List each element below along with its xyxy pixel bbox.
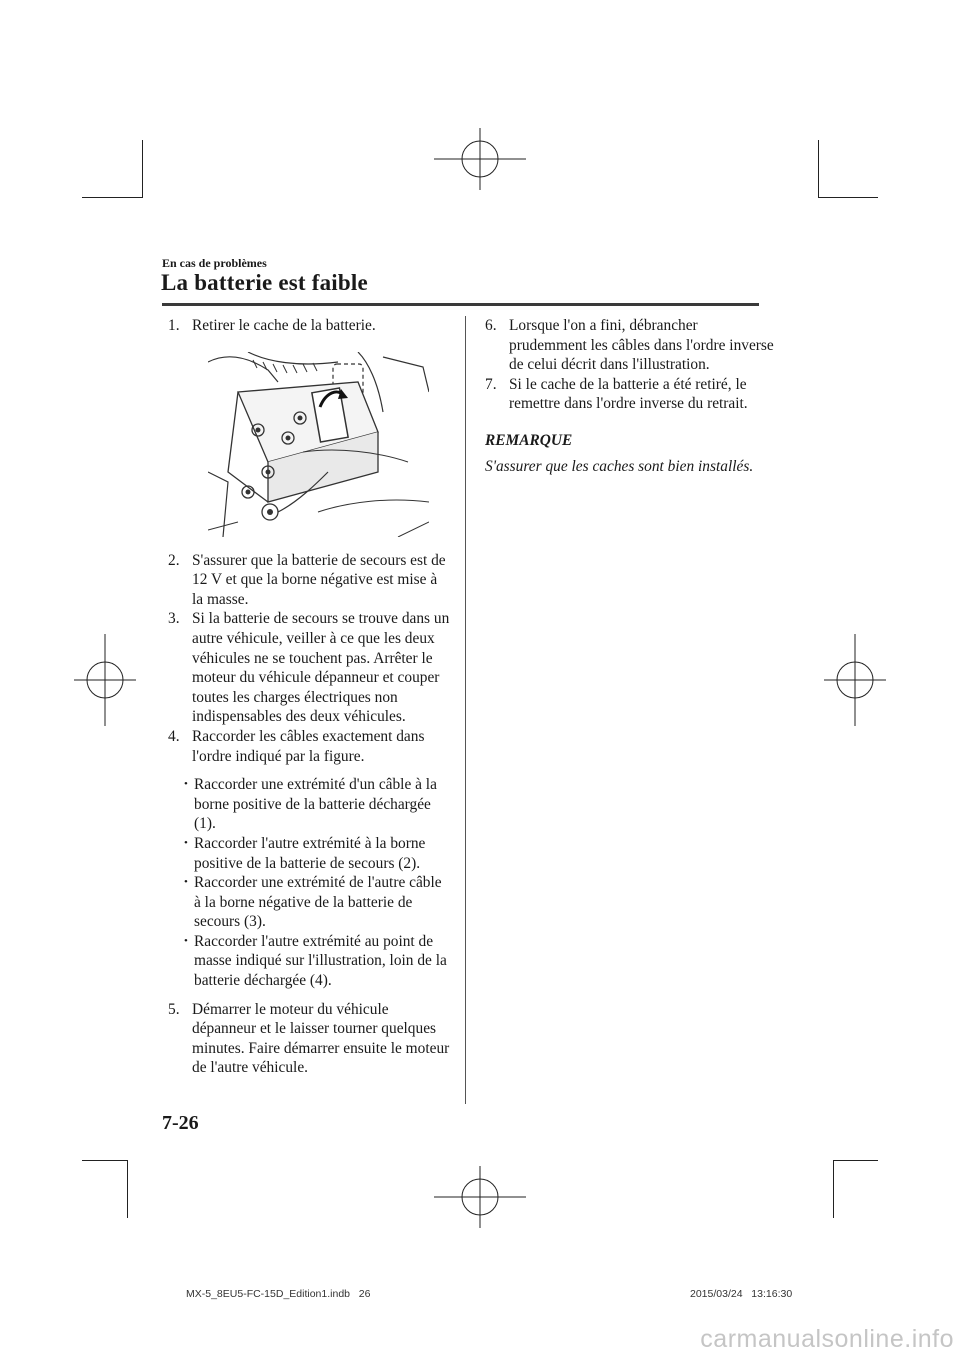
section-label: En cas de problèmes: [162, 256, 267, 270]
title-rule: [162, 303, 759, 306]
registration-mark-left-icon: [74, 634, 136, 726]
step-number: 4.: [168, 727, 180, 745]
step-6: [485, 316, 775, 375]
column-divider: [465, 316, 466, 1104]
step-text: Démarrer le moteur du véhicule dépanneur et le laisser tourner quelques minutes. Faire démarrer ensuite le moteur de l'autre véhicule.: [192, 1000, 450, 1077]
step-number: 3.: [168, 610, 180, 628]
note-text: S'assurer que les caches sont bien installés.: [485, 457, 754, 475]
step-number: 7.: [485, 375, 497, 393]
list-item: • Raccorder l'autre extrémité à la borne positive de la batterie de secours (2).: [184, 834, 452, 873]
step-3: [168, 609, 452, 727]
step-text: Raccorder les câbles exactement dans l'ordre indiqué par la figure.: [192, 727, 425, 765]
left-column: [168, 316, 452, 1078]
list-item: • Raccorder l'autre extrémité au point de masse indiqué sur l'illustration, loin de la batterie déchargée (4).: [184, 932, 452, 991]
list-item: • Raccorder une extrémité de l'autre câble à la borne négative de la batterie de secours (3).: [184, 873, 452, 932]
step-text: Si le cache de la batterie a été retiré, le remettre dans l'ordre inverse du retrait.: [509, 375, 748, 413]
step-text: S'assurer que la batterie de secours est de 12 V et que la borne négative est mise à la masse.: [192, 551, 446, 608]
battery-cover-illustration: [208, 352, 429, 537]
registration-mark-right-icon: [824, 634, 886, 726]
step-7: [485, 375, 775, 414]
step-text: Si la batterie de secours se trouve dans un autre véhicule, veiller à ce que les deux véhicules ne se touchent pas. Arrêter le moteur du véhicule dépanneur et couper toutes les charges électriques non indispensables des deux véhicules.: [192, 610, 450, 726]
note-heading: REMARQUE: [485, 431, 573, 449]
step-number: 1.: [168, 317, 180, 334]
step-number: 5.: [168, 1000, 180, 1018]
step-number: 6.: [485, 317, 497, 334]
step-1: [168, 316, 452, 336]
step-4: [168, 727, 452, 766]
step-text: Lorsque l'on a fini, débrancher prudemment les câbles dans l'ordre inverse de celui décrit dans l'illustration.: [509, 317, 774, 374]
registration-mark-top-icon: [434, 128, 526, 190]
cable-connection-list: [184, 775, 452, 991]
registration-mark-bottom-icon: [434, 1166, 526, 1228]
right-column: [485, 316, 775, 476]
footer-file-name: MX-5_8EU5-FC-15D_Edition1.indb 26: [186, 1288, 371, 1300]
page-title: La batterie est faible: [161, 270, 368, 295]
step-text: Retirer le cache de la batterie.: [192, 317, 376, 334]
step-number: 2.: [168, 551, 180, 569]
step-5: [168, 1000, 452, 1078]
footer-timestamp: 2015/03/24 13:16:30: [690, 1288, 793, 1300]
watermark: carmanualsonline.info: [700, 1325, 954, 1353]
list-item: • Raccorder une extrémité d'un câble à la borne positive de la batterie déchargée (1).: [184, 775, 452, 834]
page-number: 7-26: [162, 1112, 199, 1134]
step-2: [168, 551, 452, 610]
